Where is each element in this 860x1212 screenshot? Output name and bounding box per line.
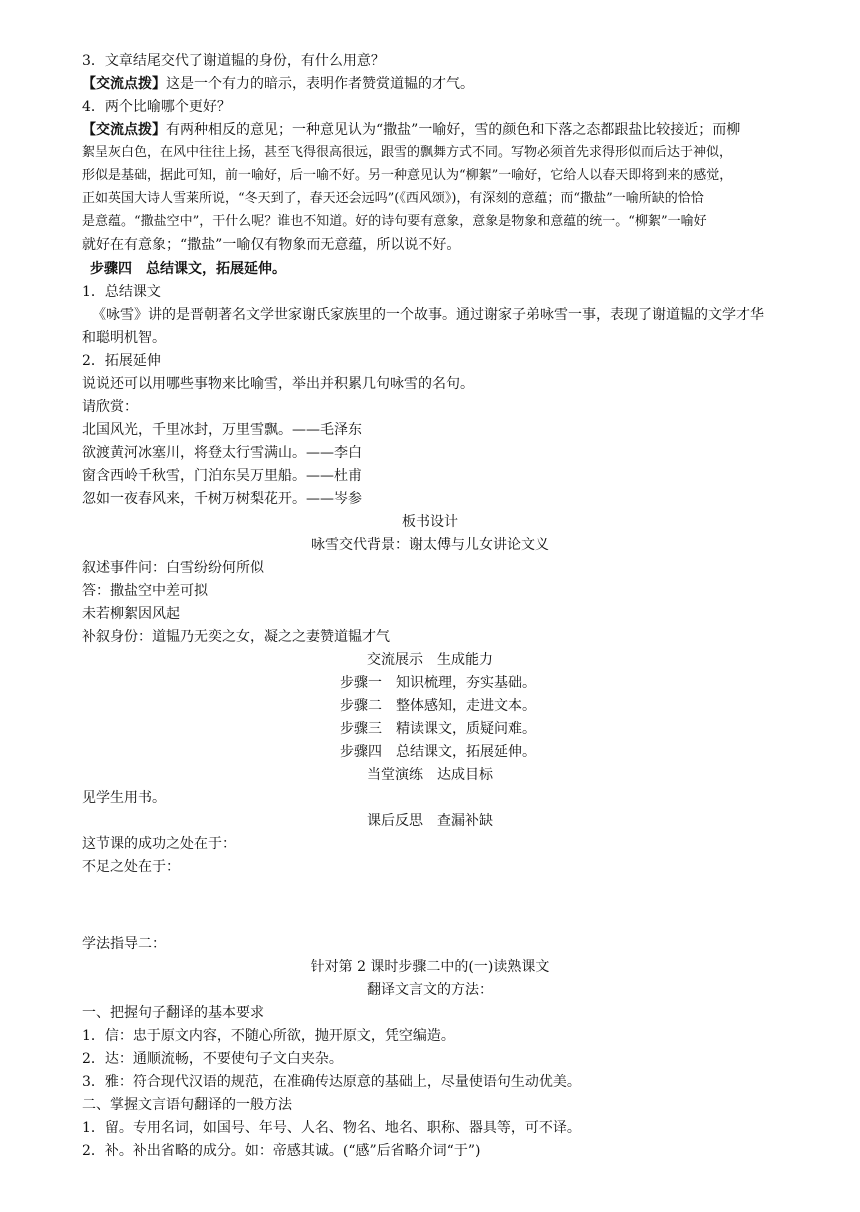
board-design-line-5: 补叙身份：道韫乃无奕之女，凝之之妻赞道韫才气 [82,629,390,645]
extension-paragraph: 说说还可以用哪些事物来比喻雪，举出并积累几句咏雪的名句。 [82,376,474,392]
enjoy-label: 请欣赏： [82,399,138,415]
answer-4-line-6: 就好在有意象；“撒盐”一喻仅有物象而无意蕴，所以说不好。 [82,237,461,253]
answer-4-tag: 【交流点拨】 [82,122,166,138]
exchange-title: 交流展示 生成能力 [367,652,493,668]
exchange-step-2: 步骤二 整体感知，走进文本。 [340,698,536,714]
answer-3-text: 这是一个有力的暗示，表明作者赞赏道韫的才气。 [166,76,474,92]
method-2: 2．补。补出省略的成分。如：帝感其诚。(“感”后省略介词“于”) [82,1143,481,1159]
board-design-line-3: 答：撒盐空中差可拟 [82,583,208,599]
reflection-title: 课后反思 查漏补缺 [367,813,493,829]
section-1-heading: 一、把握句子翻译的基本要求 [82,1005,264,1021]
question-3: 3．文章结尾交代了谢道韫的身份，有什么用意？ [82,53,385,69]
answer-4-text-1: 有两种相反的意见；一种意见认为“撒盐”一喻好，雪的颜色和下落之态都跟盐比较接近；而柳 [166,122,741,138]
requirement-1: 1．信：忠于原文内容，不随心所欲，抛开原文，凭空编造。 [82,1028,455,1044]
summary-heading: 1．总结课文 [82,284,161,300]
question-4: 4．两个比喻哪个更好？ [82,99,231,115]
answer-4-line-2: 絮呈灰白色，在风中往往上扬，甚至飞得很高很远，跟雪的飘舞方式不同。写物必须首先求得形似而后达于神似， [82,145,733,160]
board-design-line-4: 未若柳絮因风起 [82,606,180,622]
poem-line-1: 北国风光，千里冰封，万里雪飘。——毛泽东 [82,422,362,438]
poem-line-2: 欲渡黄河冰塞川，将登太行雪满山。——李白 [82,445,362,461]
exchange-step-1: 步骤一 知识梳理，夯实基础。 [340,675,536,691]
practice-title: 当堂演练 达成目标 [367,767,493,783]
poem-line-3: 窗含西岭千秋雪，门泊东吴万里船。——杜甫 [82,468,362,484]
answer-3 [82,73,474,95]
poem-line-4: 忽如一夜春风来，千树万树梨花开。——岑参 [82,491,362,507]
method-guide-subtitle-2: 翻译文言文的方法： [367,982,493,998]
exchange-step-3: 步骤三 精读课文，质疑问难。 [340,721,536,737]
board-design-line-1: 咏雪交代背景：谢太傅与儿女讲论文义 [311,537,549,553]
section-2-heading: 二、掌握文言语句翻译的一般方法 [82,1097,292,1113]
answer-4-line-1 [82,119,740,141]
requirement-3: 3．雅：符合现代汉语的规范，在准确传达原意的基础上，尽量使语句生动优美。 [82,1074,581,1090]
board-design-title: 板书设计 [402,514,458,530]
exchange-step-4: 步骤四 总结课文，拓展延伸。 [340,744,536,760]
method-guide-title: 学法指导二： [82,936,166,952]
practice-text: 见学生用书。 [82,790,166,806]
step-4-heading: 步骤四 总结课文，拓展延伸。 [90,261,286,277]
answer-4-line-3: 形似是基础，据此可知，前一喻好，后一喻不好。另一种意见认为“柳絮”一喻好，它给人以春天即将到来的感觉， [82,168,733,183]
answer-3-tag: 【交流点拨】 [82,76,166,92]
reflection-success: 这节课的成功之处在于： [82,836,236,852]
method-1: 1．留。专用名词，如国号、年号、人名、物名、地名、职称、器具等，可不译。 [82,1120,581,1136]
board-design-line-2: 叙述事件问：白雪纷纷何所似 [82,560,264,576]
summary-paragraph-2: 和聪明机智。 [82,330,166,346]
extension-heading: 2．拓展延伸 [82,353,161,369]
requirement-2: 2．达：通顺流畅，不要使句子文白夹杂。 [82,1051,343,1067]
answer-4-line-5: 是意蕴。“撒盐空中”，干什么呢？谁也不知道。好的诗句要有意象，意象是物象和意蕴的统一。“柳絮”一喻好 [82,214,707,229]
method-guide-subtitle-1: 针对第 2 课时步骤二中的(一)读熟课文 [310,959,550,975]
reflection-shortcoming: 不足之处在于： [82,859,180,875]
answer-4-line-4: 正如英国大诗人雪莱所说，“冬天到了，春天还会远吗”(《西风颂》)，有深刻的意蕴；而“撒盐”一喻所缺的恰恰 [82,191,704,206]
summary-paragraph-1: 《咏雪》讲的是晋朝著名文学世家谢氏家族里的一个故事。通过谢家子弟咏雪一事，表现了谢道韫的文学才华 [92,307,764,323]
